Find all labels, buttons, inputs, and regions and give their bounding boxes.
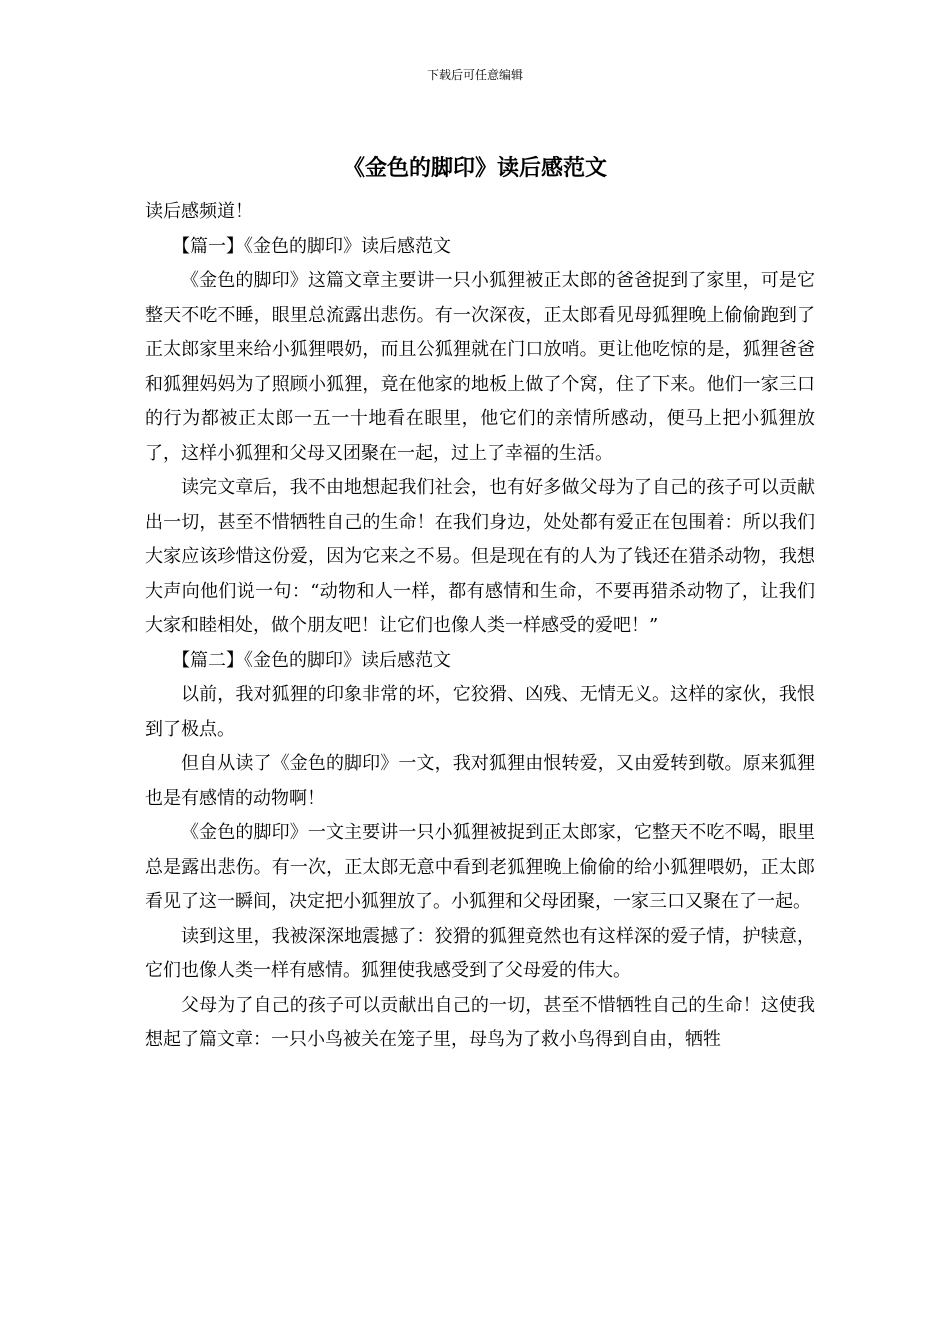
section-1-paragraph-2: 读完文章后，我不由地想起我们社会，也有好多做父母为了自己的孩子可以贡献出一切，甚至不惜牺牲自己的生命！在我们身边，处处都有爱正在包围着：所以我们大家应该珍惜这份爱，因为它来之不易。但是现在有的人为了钱还在猎杀动物，我想大声向他们说一句：“动物和人一样，都有感情和生命，不要再猎杀动物了，让我们大家和睦相处，做个朋友吧！让它们也像人类一样感受的爱吧！” — [145, 477, 815, 636]
section-2-heading: 【篇二】《金色的脚印》读后感范文 — [172, 649, 451, 671]
section-1-heading: 【篇一】《金色的脚印》读后感范文 — [172, 235, 451, 257]
channel-line: 读后感频道！ — [145, 201, 253, 222]
section-2-paragraph-1: 以前，我对狐狸的印象非常的坏，它狡猾、凶残、无情无义。这样的家伙，我恨到了极点。 — [145, 684, 815, 740]
section-2-paragraph-2: 但自从读了《金色的脚印》一文，我对狐狸由恨转爱，又由爱转到敬。原来狐狸也是有感情的动物啊！ — [145, 753, 815, 809]
section-2-paragraph-5: 父母为了自己的孩子可以贡献出自己的一切，甚至不惜牺牲自己的生命！这使我想起了篇文章：一只小鸟被关在笼子里，母鸟为了救小鸟得到自由，牺牲 — [145, 994, 815, 1050]
section-2-paragraph-4: 读到这里，我被深深地震撼了：狡猾的狐狸竟然也有这样深的爱子情，护犊意，它们也像人类一样有感情。狐狸使我感受到了父母爱的伟大。 — [145, 925, 815, 981]
section-2-paragraph-3: 《金色的脚印》一文主要讲一只小狐狸被捉到正太郎家，它整天不吃不喝，眼里总是露出悲伤。有一次，正太郎无意中看到老狐狸晚上偷偷的给小狐狸喂奶，正太郎看见了这一瞬间，决定把小狐狸放了。小狐狸和父母团聚，一家三口又聚在了一起。 — [145, 822, 815, 912]
header-note: 下载后可任意编辑 — [426, 68, 523, 82]
document-title: 《金色的脚印》读后感范文 — [342, 155, 607, 181]
document-body — [145, 195, 815, 1058]
section-1-paragraph-1: 《金色的脚印》这篇文章主要讲一只小狐狸被正太郎的爸爸捉到了家里，可是它整天不吃不睡，眼里总流露出悲伤。有一次深夜，正太郎看见母狐狸晚上偷偷跑到了正太郎家里来给小狐狸喂奶，而且公狐狸就在门口放哨。更让他吃惊的是，狐狸爸爸和狐狸妈妈为了照顾小狐狸，竟在他家的地板上做了个窝，住了下来。他们一家三口的行为都被正太郎一五一十地看在眼里，他它们的亲情所感动，便马上把小狐狸放了，这样小狐狸和父母又团聚在一起，过上了幸福的生活。 — [145, 270, 815, 464]
